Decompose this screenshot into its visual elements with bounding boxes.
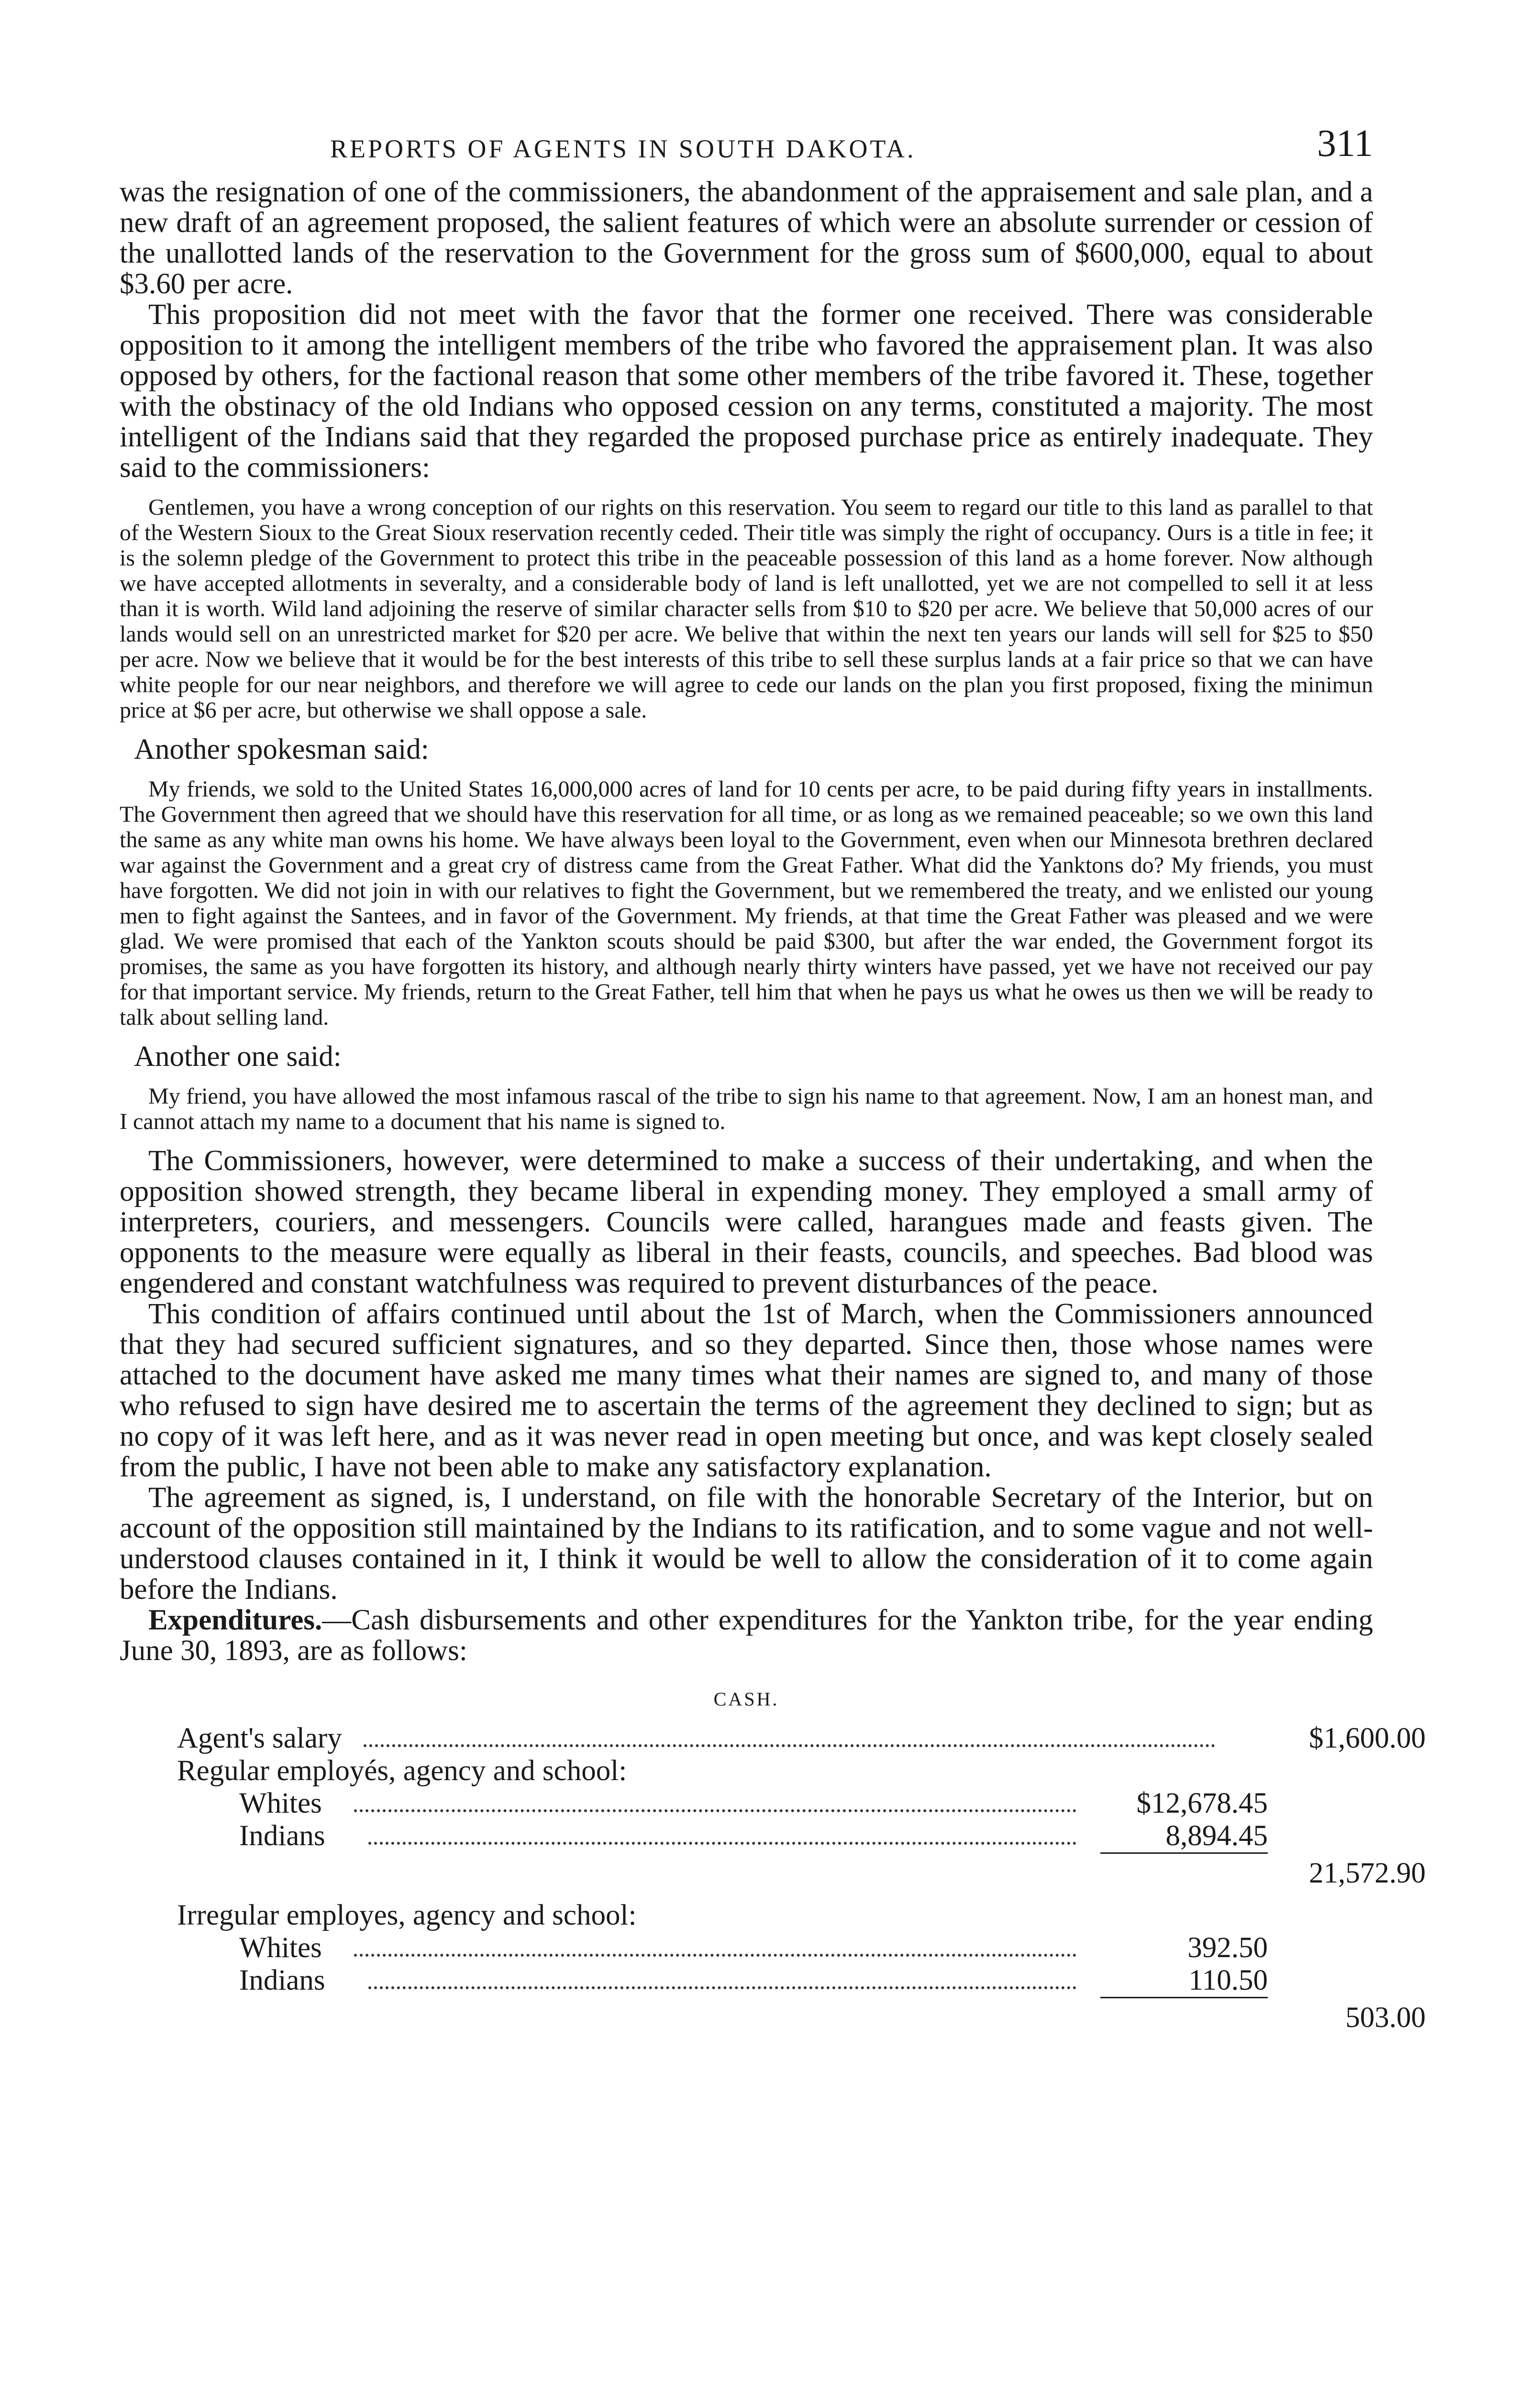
ledger-row-irregular-indians <box>120 1964 1373 1997</box>
paragraph-proposition: This proposition did not meet with the favor that the former one received. There was considerable opposition to it among the intelligent members of the tribe who favored the appraisement plan. It was also opposed by others, for the factional reason that some other members of the tribe favored it. These, together with the obstinacy of the old Indians who opposed cession on any terms, constituted a majority. The most intelligent of the Indians said that they regarded the proposed purchase price as entirely inadequate. They said to the commissioners: <box>120 299 1373 484</box>
ledger-row-irregular-total <box>120 1997 1426 2034</box>
page-number: 311 <box>1317 122 1373 165</box>
paragraph-condition: This condition of affairs continued until about the 1st of March, when the Commissioners announced that they had secured sufficient signatures, and so they departed. Since then, those whose names were attached to the document have asked me many times what their names are signed to, and many of those who refused to sign have desired me to ascertain the terms of the agreement they declined to sign; but as no copy of it was left here, and as it was never read in open meeting but once, and was kept closely sealed from the public, I have not been able to make any satisfactory explanation. <box>120 1298 1373 1483</box>
lead-another-spokesman: Another spokesman said: <box>134 733 429 765</box>
ledger-label: Whites <box>239 1932 322 1964</box>
ledger-inner-amount: 392.50 <box>1187 1932 1268 1964</box>
ledger-label: Whites <box>239 1787 322 1819</box>
ledger-label: Indians <box>239 1820 325 1852</box>
paragraph-agreement: The agreement as signed, is, I understand, on file with the honorable Secretary of the Interior, but on account of the opposition still maintained by the Indians to its ratification, and to some vague and not well-understood clauses contained in it, I think it would be well to allow the consideration of it to come again before the Indians. <box>120 1482 1373 1606</box>
quote-my-friends: My friends, we sold to the United States 16,000,000 acres of land for 10 cents per acre, to be paid during fifty years in installments. The Government then agreed that we should have this reservation for all time, or as long as we remained peaceable; so we own this land the same as any white man owns his home. We have always been loyal to the Government, even when our Minnesota brethren declared war against the Government and a great cry of distress came from the Great Father. What did the Yanktons do? My friends, you must have forgotten. We did not join in with our relatives to fight the Government, but we remembered the treaty, and we enlisted our young men to fight against the Santees, and in favor of the Government. My friends, at that time the Great Father was pleased and we were glad. We were promised that each of the Yankton scouts should be paid $300, but after the war ended, the Government forgot its promises, the same as you have forgotten its history, and although nearly thirty winters have passed, yet we have not received our pay for that important service. My friends, return to the Great Father, tell him that when he pays us what he owes us then we will be ready to talk about selling land. <box>120 776 1373 1030</box>
quote-gentlemen: Gentlemen, you have a wrong conception of our rights on this reservation. You seem to regard our title to this land as parallel to that of the Western Sioux to the Great Sioux reservation recently ceded. Their title was simply the right of occupancy. Ours is a title in fee; it is the solemn pledge of the Government to protect this tribe in the peaceable possession of this land as a home forever. Now although we have accepted allotments in severalty, and a considerable body of land is left unallotted, yet we are not compelled to sell it at less than it is worth. Wild land adjoining the reserve of similar character sells from $10 to $20 per acre. We believe that 50,000 acres of our lands would sell on an unrestricted market for $20 per acre. We belive that within the next ten years our lands will sell for $25 to $50 per acre. Now we believe that it would be for the best interests of this tribe to sell these surplus lands at a fair price so that we can have white people for our near neighbors, and therefore we will agree to cede our lands on the plan you first proposed, fixing the minimun price at $6 per acre, but otherwise we shall oppose a sale. <box>120 495 1373 723</box>
ledger-label: Irregular employes, agency and school: <box>177 1899 637 1931</box>
cash-ledger <box>120 1722 1426 2034</box>
cash-heading: CASH. <box>713 1688 779 1710</box>
running-title: REPORTS OF AGENTS IN SOUTH DAKOTA. <box>330 134 916 163</box>
ledger-row-agent-salary <box>120 1722 1426 1755</box>
ledger-outer-amount: 503.00 <box>1345 2002 1426 2034</box>
ledger-row-regular-whites <box>120 1787 1373 1820</box>
ledger-label: Indians <box>239 1964 325 1996</box>
paragraph-commissioners: The Commissioners, however, were determined to make a success of their undertaking, and when the opposition showed strength, they became liberal in expending money. They employed a small army of interpreters, couriers, and messengers. Councils were called, harangues made and feasts given. The opponents to the measure were equally as liberal in their feasts, councils, and speeches. Bad blood was engendered and constant watchfulness was required to prevent disturbances of the peace. <box>120 1145 1373 1299</box>
ledger-row-regular-total <box>120 1852 1426 1889</box>
ledger-row-irregular-whites <box>120 1932 1373 1964</box>
ledger-row-regular-employes <box>120 1755 1373 1787</box>
ledger-inner-amount: 8,894.45 <box>1165 1820 1268 1852</box>
lead-another-one: Another one said: <box>134 1041 342 1073</box>
expenditures-lead: Expenditures. <box>148 1604 322 1636</box>
ledger-row-regular-indians <box>120 1820 1373 1852</box>
expenditures-text: —Cash disbursements and other expenditures for the Yankton tribe, for the year ending June 30, 1893, are as follows: <box>120 1604 1373 1667</box>
ledger-outer-amount: 21,572.90 <box>1309 1857 1426 1889</box>
ledger-label: Regular employés, agency and school: <box>177 1755 627 1787</box>
ledger-inner-amount: 110.50 <box>1188 1964 1268 1996</box>
ledger-row-irregular-employes <box>120 1899 1373 1932</box>
paragraph-expenditures <box>120 1605 1373 1666</box>
document-page <box>120 120 1426 2034</box>
paragraph-continuation: was the resignation of one of the commissioners, the abandonment of the appraisement and sale plan, and a new draft of an agreement proposed, the salient features of which were an absolute surrender or cession of the unallotted lands of the reservation to the Government for the gross sum of $600,000, equal to about $3.60 per acre. <box>120 176 1373 300</box>
running-head <box>120 120 1373 177</box>
ledger-label: Agent's salary <box>177 1722 342 1754</box>
ledger-inner-amount: $12,678.45 <box>1136 1787 1268 1819</box>
quote-my-friend: My friend, you have allowed the most infamous rascal of the tribe to sign his name to that agreement. Now, I am an honest man, and I cannot attach my name to a document that his name is signed to. <box>120 1084 1373 1134</box>
ledger-outer-amount: $1,600.00 <box>1309 1722 1426 1754</box>
